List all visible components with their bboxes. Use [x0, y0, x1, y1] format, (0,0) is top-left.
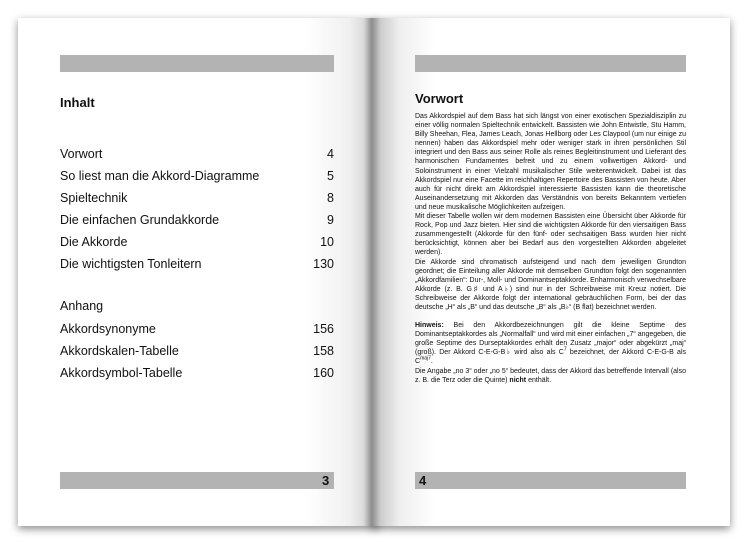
page-number: 3	[322, 473, 330, 488]
toc-entry-title: Die Akkorde	[60, 235, 128, 249]
appendix-heading: Anhang	[60, 299, 104, 313]
preface-paragraph: Das Akkordspiel auf dem Bass hat sich längst von einer exotischen Spezialdisziplin zu einer völlig normalen Spieltechnik entwickelt. Bassisten wie John Entwistle, Stu Hamm, Billy Sheehan, Flea, James Leach, Jonas Hellborg oder Les Claypool (um nur einige zu nennen) haben das Akkordspiel mehr oder weniger stark in ihren persönlichen Stil integriert und den Bass aus seiner Rolle als reines Begleitinstrument und Lieferant des harmonischen Fundamentes befreit und zu einem vollwertigen Akkord- und Soloinstrument in einer Vielzahl musikalischer Stile weiterentwickelt. Dabei ist das Akkordspiel nur eine Facette im reichhaltigen Repertoire des Bassisten von heute. Aber auch für nicht direkt am Akkordspiel interessierte Bassisten kann die theoretische Auseinandersetzung mit Akkorden das Verständnis von bereits Bekanntem vertiefen und neue musikalische Möglichkeiten aufzeigen.	[415, 113, 686, 211]
note-text: enthält.	[526, 376, 552, 384]
note-text: bezeichnet, der Akkord C-E-G-B als C	[415, 349, 686, 366]
toc-entry-page: 10	[320, 235, 334, 249]
toc-heading: Inhalt	[60, 95, 95, 110]
appendix-entry-title: Akkordskalen-Tabelle	[60, 344, 179, 358]
appendix-list	[60, 322, 334, 388]
toc-entry-page: 5	[327, 169, 334, 183]
right-page	[371, 18, 730, 526]
note-label: Hinweis:	[415, 322, 444, 330]
toc-entry-page: 8	[327, 191, 334, 205]
appendix-entry	[60, 322, 334, 344]
toc-entry-title: Spieltechnik	[60, 191, 128, 205]
toc-entry	[60, 257, 334, 279]
note-paragraph	[415, 367, 686, 385]
toc-entry	[60, 191, 334, 213]
preface-body	[415, 112, 686, 385]
toc-entry-page: 9	[327, 213, 334, 227]
preface-paragraph: Mit dieser Tabelle wollen wir dem modernen Bassisten eine Übersicht über Akkorde für Rock, Pop und Jazz bieten. Hier sind die wichtigsten Akkorde für den viersaitigen Bass zusammengestellt (Akkorde für den fünf- oder sechsaitigen Bass wurden hier nicht berücksichtigt, können aber bei Bedarf aus den vorgestellten Akkorden abgeleitet werden).	[415, 213, 686, 257]
toc-entry-title: Die einfachen Grundakkorde	[60, 213, 220, 227]
open-book	[18, 18, 730, 526]
note-text: Bei den Akkordbezeichnungen gilt die kleine Septime des Dominantseptakkordes als „Normalfall“ und wird mit einer einfachen „7“ angegeben, die große Septime des Durseptakkordes erhält den Zusatz „major“ oder abgekürzt „maj“ (groß). Der Akkord C-E-G-B♭ wird also als C	[415, 322, 686, 357]
toc-list	[60, 147, 334, 279]
page-number: 4	[419, 473, 427, 488]
preface-paragraph: Die Akkorde sind chromatisch aufsteigend und nach dem jeweiligen Grundton geordnet; die Einteilung aller Akkorde mit demselben Grundton folgt den sogenannten „Akkordfamilien“: Dur-, Moll- und Dominantseptakkorde. Enharmonisch verwechselbare Akkorde (z. B. G♯ und A♭) sind nur in der Schreibweise mit Kreuz notiert. Die Schreibweise der Akkorde folgt der international gebräuchlichen Form, bei der das deutsche „H“ als „B“ und das deutsche „B“ als „B♭“ (B flat) bezeichnet werden.	[415, 258, 686, 311]
left-page	[18, 18, 378, 526]
footer-bar	[60, 472, 334, 489]
toc-entry	[60, 213, 334, 235]
appendix-entry	[60, 344, 334, 366]
note-text: .	[430, 358, 433, 366]
toc-entry	[60, 147, 334, 169]
toc-entry	[60, 235, 334, 257]
appendix-entry-page: 160	[313, 366, 334, 380]
appendix-entry-title: Akkordsynonyme	[60, 322, 156, 336]
note-text: Die Angabe „no 3“ oder „no 5“ bedeutet, dass der Akkord das betreffende Intervall (also z. B. die Terz oder die Quinte)	[415, 367, 686, 384]
preface-heading: Vorwort	[415, 91, 464, 106]
book-gutter	[364, 18, 378, 526]
toc-entry-page: 130	[313, 257, 334, 271]
toc-entry-title: So liest man die Akkord-Diagramme	[60, 169, 260, 183]
chord-superscript: 7	[563, 347, 567, 354]
note-emphasis: nicht	[509, 376, 527, 384]
appendix-entry-title: Akkordsymbol-Tabelle	[60, 366, 183, 380]
appendix-entry	[60, 366, 334, 388]
toc-entry-title: Vorwort	[60, 147, 103, 161]
toc-entry-title: Die wichtigsten Tonleitern	[60, 257, 202, 271]
chord-superscript: maj7	[420, 356, 431, 363]
header-bar	[60, 55, 334, 72]
appendix-entry-page: 156	[313, 322, 334, 336]
note-paragraph	[415, 321, 686, 366]
header-bar	[415, 55, 686, 72]
appendix-entry-page: 158	[313, 344, 334, 358]
toc-entry-page: 4	[327, 147, 334, 161]
footer-bar	[415, 472, 686, 489]
toc-entry	[60, 169, 334, 191]
paragraph-gap	[415, 312, 686, 321]
